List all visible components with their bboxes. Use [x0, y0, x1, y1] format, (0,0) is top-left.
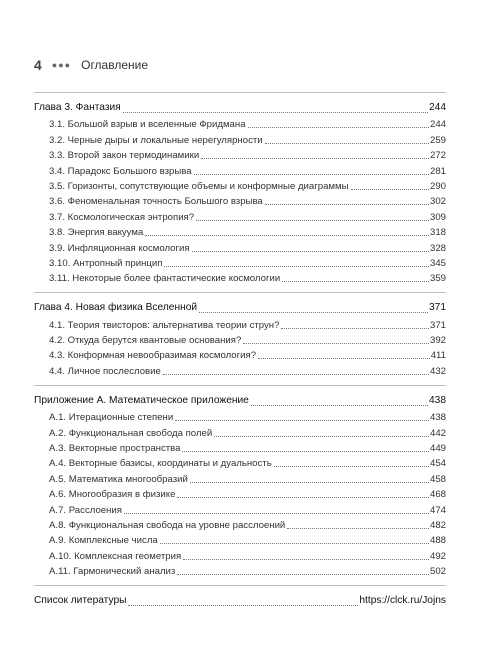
- dot-leader: [192, 251, 429, 252]
- page-header: [34, 56, 148, 74]
- dot-leader: [160, 543, 429, 544]
- toc-chapter-entry[interactable]: [34, 590, 446, 610]
- toc-subsection-entry[interactable]: [34, 518, 446, 533]
- dot-leader: [265, 143, 429, 144]
- toc-subsection-entry[interactable]: [34, 240, 446, 255]
- toc-subsection-entry-title: 3.9. Инфляционная космология: [49, 242, 190, 254]
- dot-leader: [265, 204, 429, 205]
- dot-leader: [287, 528, 429, 529]
- dot-leader: [182, 451, 429, 452]
- toc-chapter-entry-title: Глава 3. Фантазия: [34, 102, 121, 113]
- dot-leader: [282, 281, 429, 282]
- toc-subsection-entry-page: 259: [429, 134, 446, 146]
- toc-subsection-entry-page: 244: [429, 119, 446, 131]
- toc-subsection-entry[interactable]: [34, 502, 446, 517]
- toc-subsection-entry-page: 411: [430, 350, 446, 362]
- toc-subsection-entry[interactable]: [34, 548, 446, 563]
- toc-subsection-entry[interactable]: [34, 256, 446, 271]
- toc-subsection-entry[interactable]: [34, 471, 446, 486]
- toc-chapter-entry[interactable]: [34, 97, 446, 117]
- toc-subsection-entry-title: А.8. Функциональная свобода на уровне расслоений: [49, 519, 286, 531]
- toc-subsection-entry-page: 458: [429, 473, 446, 485]
- toc-subsection-entry-page: 449: [429, 443, 446, 455]
- toc-subsection-entry[interactable]: [34, 410, 446, 425]
- toc-subsection-entry-page: 290: [429, 180, 446, 192]
- toc-subsection-entry[interactable]: [34, 441, 446, 456]
- toc-subsection-entry[interactable]: [34, 194, 446, 209]
- toc-subsection-entry-title: А.5. Математика многообразий: [49, 473, 188, 485]
- toc-subsection-entry-page: 345: [429, 257, 446, 269]
- toc-section: [34, 386, 446, 585]
- toc-subsection-entry-title: 3.5. Горизонты, сопутствующие объемы и конформные диаграммы: [49, 180, 349, 192]
- toc-subsection-entry[interactable]: [34, 132, 446, 147]
- toc-subsection-entry-page: 392: [429, 335, 446, 347]
- toc-subsection-entry-page: 359: [429, 273, 446, 285]
- toc-subsection-entry-page: 468: [429, 489, 446, 501]
- toc-subsection-entry[interactable]: [34, 148, 446, 163]
- toc-subsection-entry[interactable]: [34, 456, 446, 471]
- dot-leader: [201, 158, 429, 159]
- toc-subsection-entry-title: 4.1. Теория твисторов: альтернатива теории струн?: [49, 319, 280, 331]
- toc-subsection-entry-page: 492: [429, 550, 446, 562]
- dot-leader: [145, 235, 429, 236]
- toc-subsection-entry[interactable]: [34, 487, 446, 502]
- toc-subsection-entry[interactable]: [34, 425, 446, 440]
- toc-subsection-entry[interactable]: [34, 348, 446, 363]
- toc-subsection-entry-title: 3.8. Энергия вакуума: [49, 227, 144, 239]
- toc-subsection-entry-title: А.1. Итерационные степени: [49, 412, 174, 424]
- toc-subsection-entry[interactable]: [34, 564, 446, 579]
- toc-subsection-entry[interactable]: [34, 271, 446, 286]
- dot-leader: [128, 605, 358, 606]
- toc-subsection-entry-title: 3.10. Антропный принцип: [49, 257, 163, 269]
- toc-subsection-entry[interactable]: [34, 333, 446, 348]
- toc-subsection-entry[interactable]: [34, 163, 446, 178]
- toc-section: [34, 586, 446, 616]
- toc-subsection-entry-page: 454: [429, 458, 446, 470]
- toc-subsection-entry[interactable]: [34, 225, 446, 240]
- toc-subsection-entry-title: А.2. Функциональная свобода полей: [49, 427, 213, 439]
- dot-leader: [214, 436, 429, 437]
- toc-subsection-entry[interactable]: [34, 179, 446, 194]
- dot-leader: [274, 466, 429, 467]
- dot-leader: [190, 482, 429, 483]
- header-dots-decoration: ●●●: [51, 60, 72, 70]
- toc-subsection-entry-page: 281: [429, 165, 446, 177]
- toc-chapter-entry-page: 244: [429, 102, 446, 113]
- dot-leader: [177, 497, 429, 498]
- toc-chapter-entry[interactable]: [34, 390, 446, 410]
- dot-leader: [163, 374, 429, 375]
- toc-chapter-entry-page: https://clck.ru/Jojns: [359, 595, 446, 607]
- toc-subsection-entry-title: А.3. Векторные пространства: [49, 443, 181, 455]
- toc-subsection-entry-title: 3.11. Некоторые более фантастические космологии: [49, 273, 281, 285]
- toc-subsection-entry-title: 3.1. Большой взрыв и вселенные Фридмана: [49, 119, 246, 131]
- toc-chapter-entry[interactable]: [34, 297, 446, 317]
- toc-section: [34, 93, 446, 292]
- toc-chapter-entry-title: Глава 4. Новая физика Вселенной: [34, 302, 198, 314]
- toc-subsection-entry-page: 328: [429, 242, 446, 254]
- toc-subsection-entry[interactable]: [34, 533, 446, 548]
- toc-subsection-entry-title: 3.2. Черные дыры и локальные нерегулярности: [49, 134, 263, 146]
- toc-subsection-entry-page: 272: [429, 150, 446, 162]
- toc-subsection-entry-title: 4.3. Конформная невообразимая космология?: [49, 350, 257, 362]
- toc-subsection-entry-page: 309: [429, 211, 446, 223]
- toc-subsection-entry-page: 371: [429, 319, 446, 331]
- toc-section: [34, 293, 446, 385]
- dot-leader: [243, 343, 429, 344]
- dot-leader: [123, 112, 428, 113]
- toc-subsection-entry-page: 302: [429, 196, 446, 208]
- dot-leader: [199, 312, 428, 313]
- dot-leader: [251, 405, 428, 406]
- toc-subsection-entry-page: 502: [429, 566, 446, 578]
- toc-subsection-entry-page: 488: [429, 535, 446, 547]
- toc-subsection-entry-page: 442: [429, 427, 446, 439]
- dot-leader: [258, 358, 430, 359]
- dot-leader: [124, 513, 429, 514]
- dot-leader: [248, 127, 429, 128]
- toc-subsection-entry-title: А.7. Расслоения: [49, 504, 122, 516]
- dot-leader: [281, 328, 429, 329]
- toc-subsection-entry[interactable]: [34, 317, 446, 332]
- toc-chapter-entry-page: 371: [429, 302, 446, 314]
- toc-subsection-entry[interactable]: [34, 363, 446, 378]
- header-title: Оглавление: [81, 58, 149, 72]
- toc-subsection-entry[interactable]: [34, 117, 446, 132]
- toc-subsection-entry-title: 4.4. Личное послесловие: [49, 365, 161, 377]
- dot-leader: [164, 266, 429, 267]
- toc-subsection-entry-page: 432: [429, 365, 446, 377]
- toc-subsection-entry-page: 318: [429, 227, 446, 239]
- toc-chapter-entry-title: Список литературы: [34, 595, 127, 607]
- toc-subsection-entry-title: 3.7. Космологическая энтропия?: [49, 211, 195, 223]
- toc-subsection-entry-title: А.6. Многообразия в физике: [49, 489, 176, 501]
- dot-leader: [183, 559, 429, 560]
- dot-leader: [175, 420, 429, 421]
- toc-subsection-entry-title: А.10. Комплексная геометрия: [49, 550, 182, 562]
- dot-leader: [177, 574, 429, 575]
- toc-subsection-entry-title: А.9. Комплексные числа: [49, 535, 158, 547]
- toc-chapter-entry-title: Приложение А. Математическое приложение: [34, 394, 249, 406]
- table-of-contents: [34, 92, 446, 616]
- toc-subsection-entry-title: А.4. Векторные базисы, координаты и дуальность: [49, 458, 272, 470]
- toc-subsection-entry-title: 3.6. Феноменальная точность Большого взрыва: [49, 196, 263, 208]
- toc-subsection-entry-title: 3.4. Парадокс Большого взрыва: [49, 165, 192, 177]
- dot-leader: [351, 189, 429, 190]
- toc-subsection-entry-title: 3.3. Второй закон термодинамики: [49, 150, 200, 162]
- toc-subsection-entry-title: А.11. Гармонический анализ: [49, 566, 176, 578]
- toc-subsection-entry-page: 438: [429, 412, 446, 424]
- toc-subsection-entry-title: 4.2. Откуда берутся квантовые основания?: [49, 335, 242, 347]
- toc-subsection-entry-page: 474: [429, 504, 446, 516]
- toc-subsection-entry-page: 482: [429, 519, 446, 531]
- toc-chapter-entry-page: 438: [429, 394, 446, 406]
- page-number: 4: [34, 57, 42, 73]
- dot-leader: [194, 174, 429, 175]
- dot-leader: [196, 220, 429, 221]
- toc-subsection-entry[interactable]: [34, 209, 446, 224]
